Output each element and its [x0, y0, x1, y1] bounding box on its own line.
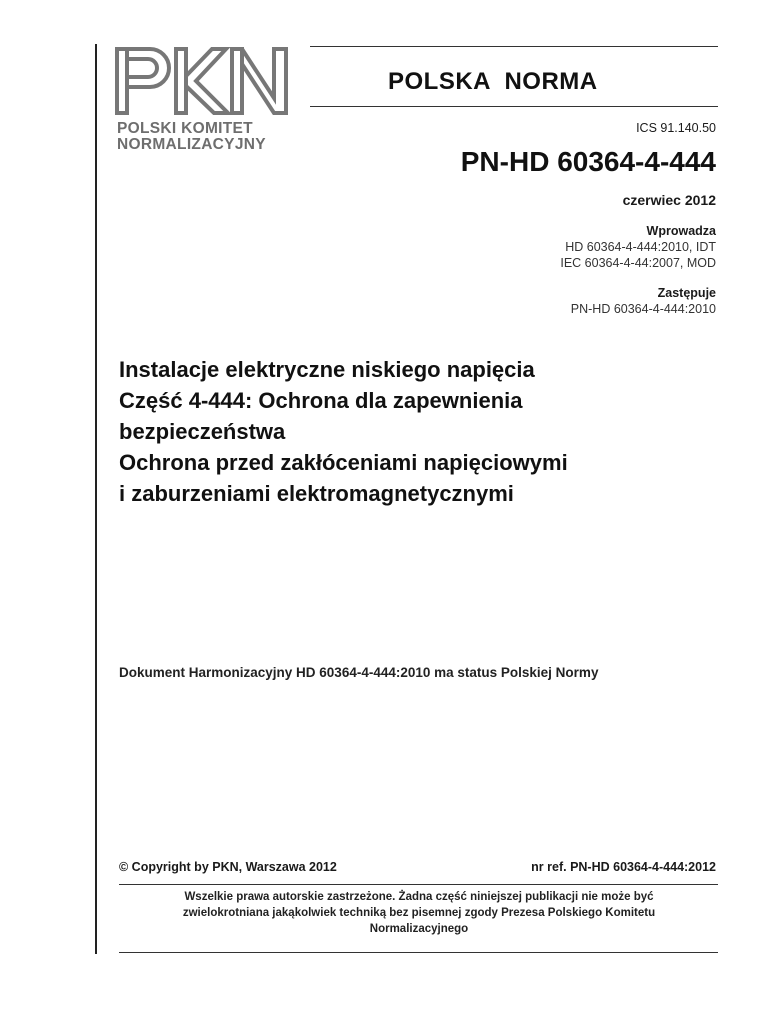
logo-line-2: NORMALIZACYJNY — [117, 136, 266, 153]
footer-top-rule — [119, 884, 718, 885]
harmonization-status: Dokument Harmonizacyjny HD 60364-4-444:2010 ma status Polskiej Normy — [119, 665, 599, 680]
rights-line: Normalizacyjnego — [369, 923, 469, 935]
document-type-title: POLSKA NORMA — [388, 68, 598, 95]
document-heading — [119, 354, 719, 509]
replaces-label: Zastępuje — [657, 286, 716, 300]
rights-line: Wszelkie prawa autorskie zastrzeżone. Żadna część niniejszej publikacji nie może być — [184, 891, 654, 903]
publication-date: czerwiec 2012 — [622, 192, 716, 208]
standard-number: PN-HD 60364-4-444 — [460, 146, 716, 177]
heading-line: bezpieczeństwa — [119, 419, 286, 444]
pkn-logo-mark-icon — [114, 46, 290, 116]
copyright-notice: © Copyright by PKN, Warszawa 2012 — [119, 860, 337, 874]
rights-reserved-text — [119, 889, 719, 937]
introduces-label: Wprowadza — [646, 224, 716, 238]
heading-line: i zaburzeniami elektromagnetycznymi — [119, 481, 514, 506]
header-top-rule — [310, 46, 718, 47]
left-margin-rule — [95, 44, 97, 954]
rights-line: zwielokrotniana jakąkolwiek techniką bez pisemnej zgody Prezesa Polskiego Komitetu — [182, 907, 656, 919]
replaces-item: PN-HD 60364-4-444:2010 — [570, 302, 716, 316]
introduces-item: IEC 60364-4-44:2007, MOD — [560, 256, 716, 270]
reference-number: nr ref. PN-HD 60364-4-444:2012 — [531, 860, 716, 874]
ics-code: ICS 91.140.50 — [636, 121, 716, 135]
heading-line: Ochrona przed zakłóceniami napięciowymi — [119, 450, 568, 475]
footer-bottom-rule — [119, 952, 718, 953]
heading-line: Instalacje elektryczne niskiego napięcia — [119, 357, 535, 382]
logo-line-1: POLSKI KOMITET — [117, 120, 253, 137]
header-bottom-rule — [310, 106, 718, 107]
heading-line: Część 4-444: Ochrona dla zapewnienia — [119, 388, 523, 413]
introduces-item: HD 60364-4-444:2010, IDT — [565, 240, 716, 254]
